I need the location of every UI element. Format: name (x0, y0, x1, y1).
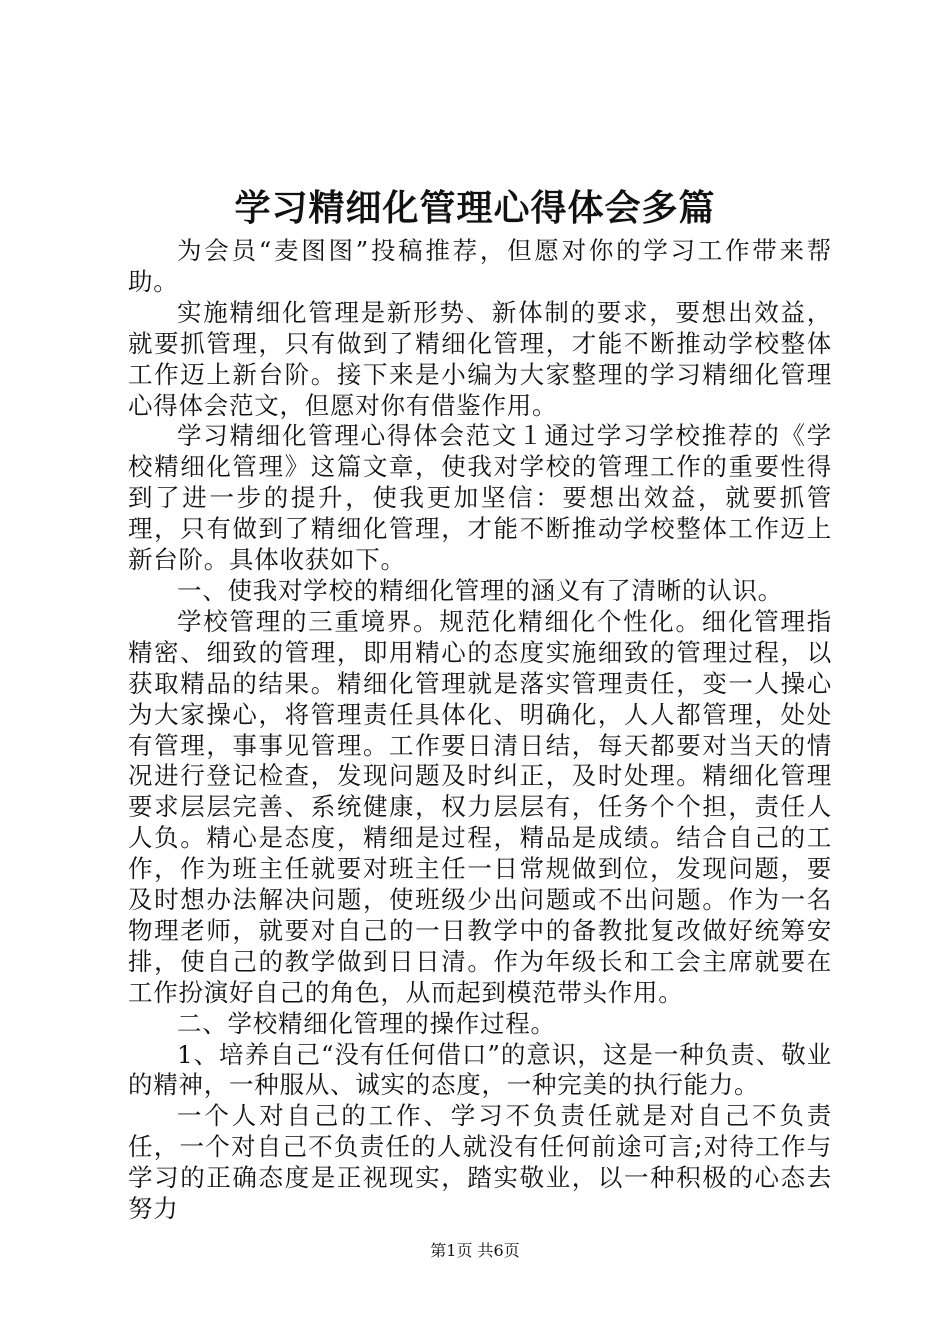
paragraph-summary: 实施精细化管理是新形势、新体制的要求，要想出效益，就要抓管理，只有做到了精细化管理，才能不断推动学校整体工作迈上新台阶。接下来是小编为大家整理的学习精细化管理心得体会范文，但愿对你有借鉴作用。 (128, 297, 832, 420)
paragraph-management-levels: 学校管理的三重境界。规范化精细化个性化。细化管理指精密、细致的管理，即用精心的态度实施细致的管理过程，以获取精品的结果。精细化管理就是落实管理责任，变一人操心为大家操心，将管理责任具体化、明确化，人人都管理，处处有管理，事事见管理。工作要日清日结，每天都要对当天的情况进行登记检查，发现问题及时纠正，及时处理。精细化管理要求层层完善、系统健康，权力层层有，任务个个担，责任人人负。精心是态度，精细是过程，精品是成绩。结合自己的工作，作为班主任就要对班主任一日常规做到位，发现问题，要及时想办法解决问题，使班级少出问题或不出问题。作为一名物理老师，就要对自己的一日教学中的备教批复改做好统筹安排，使自己的教学做到日日清。作为年级长和工会主席就要在工作扮演好自己的角色，从而起到模范带头作用。 (128, 606, 832, 1007)
document-body (128, 236, 832, 1225)
paragraph-point-1: 1、培养自己“没有任何借口”的意识，这是一种负责、敬业的精神，一种服从、诚实的态度，一种完美的执行能力。 (128, 1039, 832, 1100)
section-heading-2: 二、学校精细化管理的操作过程。 (177, 1008, 556, 1038)
paragraph-intro: 为会员“麦图图”投稿推荐，但愿对你的学习工作带来帮助。 (128, 236, 832, 296)
paragraph-responsibility: 一个人对自己的工作、学习不负责任就是对自己不负责任，一个对自己不负责任的人就没有任何前途可言;对待工作与学习的正确态度是正视现实，踏实敬业，以一种积极的心态去努力 (128, 1101, 832, 1224)
page-footer: 第1页 共6页 (430, 1241, 520, 1260)
document-title: 学习精细化管理心得体会多篇 (234, 187, 716, 229)
paragraph-essay-1: 学习精细化管理心得体会范文１通过学习学校推荐的《学校精细化管理》这篇文章，使我对学校的管理工作的重要性得到了进一步的提升，使我更加坚信：要想出效益，就要抓管理，只有做到了精细化管理，才能不断推动学校整体工作迈上新台阶。具体收获如下。 (128, 421, 832, 575)
section-heading-1: 一、使我对学校的精细化管理的涵义有了清晰的认识。 (177, 575, 783, 605)
